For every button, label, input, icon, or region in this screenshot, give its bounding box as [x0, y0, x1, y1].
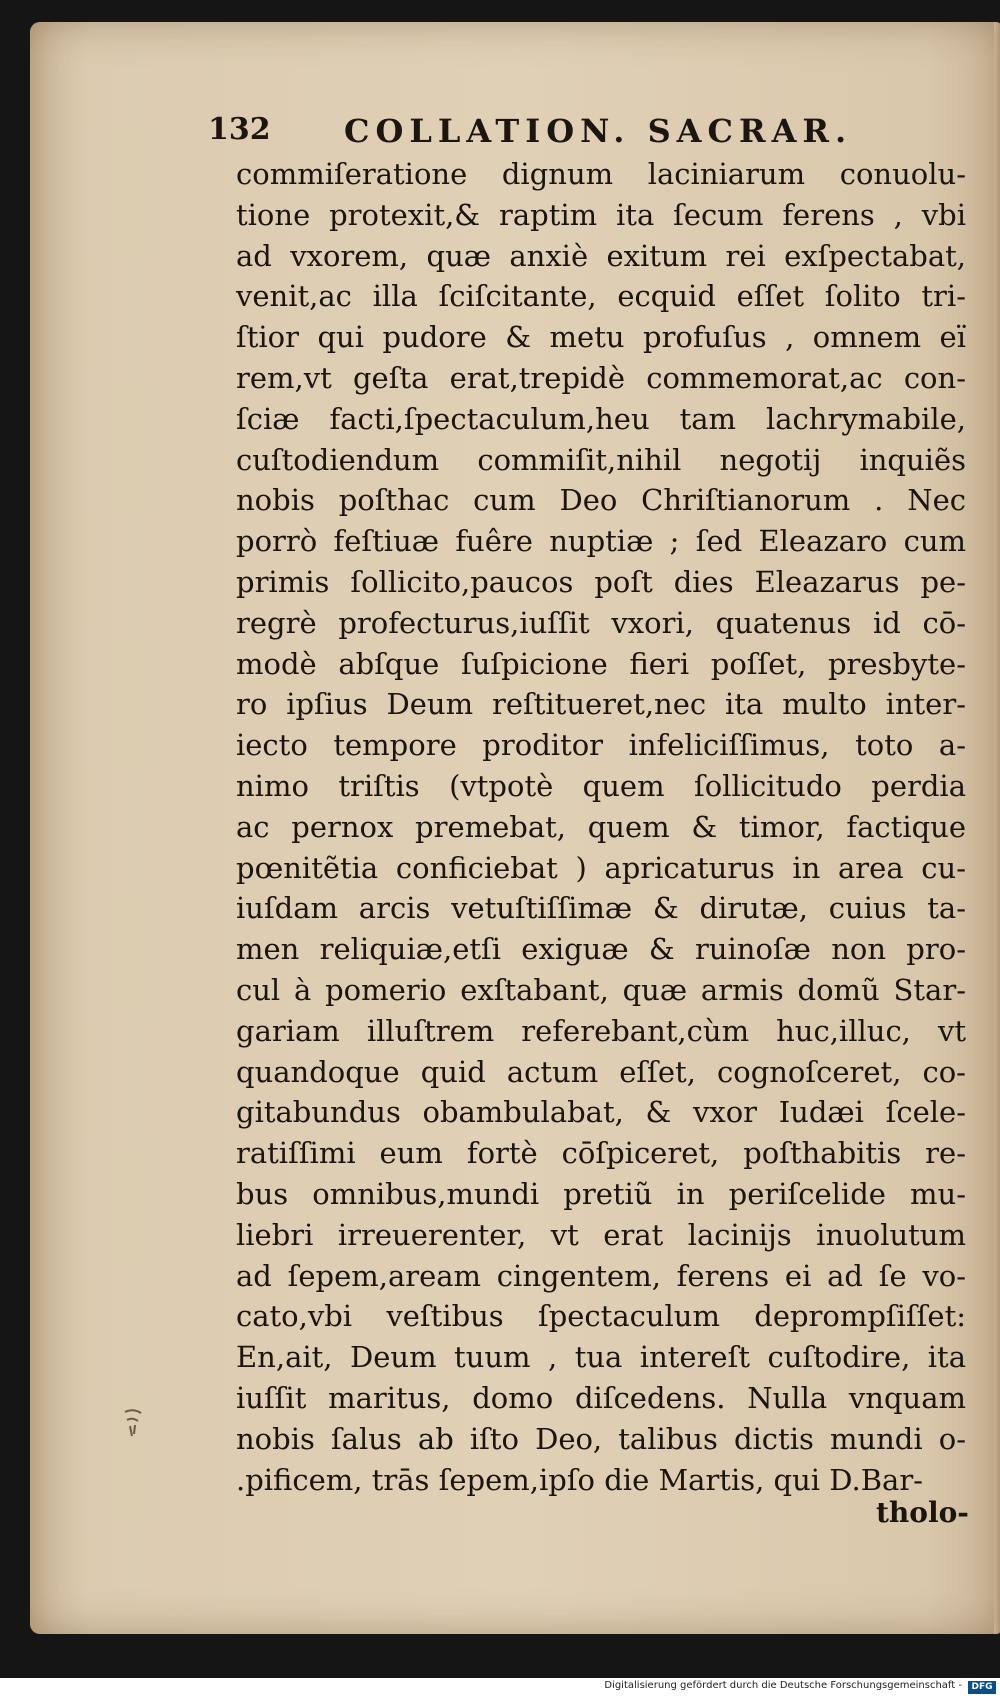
- catchword: tholo-: [876, 1496, 969, 1529]
- text-line: ad ſepem,aream cingentem, ferens ei ad ſe vo-: [236, 1258, 966, 1293]
- text-line: ſciæ facti,ſpectaculum,heu tam lachrymabile,: [236, 401, 966, 436]
- text-line: pœnitẽtia conficiebat ) apricaturus in area cu-: [236, 850, 966, 885]
- text-line: porrò feſtiuæ fuêre nuptiæ ; ſed Eleazaro cum: [236, 524, 966, 559]
- text-line: nimo triſtis (vtpotè quem ſollicitudo perdia: [236, 768, 966, 803]
- text-line: nobis poſthac cum Deo Chriſtianorum . Nec: [236, 483, 966, 518]
- text-line: men reliquiæ,etſi exiguæ & ruinoſæ non pro-: [236, 932, 966, 967]
- text-line: ad vxorem, quæ anxiè exitum rei exſpectabat,: [236, 238, 966, 273]
- text-line: quandoque quid actum eſſet, cognoſceret, co-: [236, 1054, 966, 1089]
- text-line: tione protexit,& raptim ita ſecum ferens , vbi: [236, 197, 966, 232]
- page-number: 132: [208, 112, 271, 147]
- margin-mark-icon: [122, 1406, 144, 1440]
- body-text: [236, 154, 966, 1500]
- text-line: iuſdam arcis vetuſtiſſimæ & dirutæ, cuius ta-: [236, 891, 966, 926]
- text-line: liebri irreuerenter, vt erat lacinijs inuolutum: [236, 1217, 966, 1252]
- text-line: gitabundus obambulabat, & vxor Iudæi ſcele-: [236, 1095, 966, 1130]
- text-line: rem,vt geſta erat,trepidè commemorat,ac con-: [236, 360, 966, 395]
- text-line: cul à pomerio exſtabant, quæ armis domũ Star-: [236, 972, 966, 1007]
- text-line: bus omnibus,mundi pretiũ in periſcelide mu-: [236, 1176, 966, 1211]
- text-line: cato,vbi veſtibus ſpectaculum deprompſiſſet:: [236, 1299, 966, 1334]
- text-line: gariam illuſtrem referebant,cùm huc,illuc, vt: [236, 1013, 966, 1048]
- text-line: primis ſollicito,paucos poſt dies Eleazarus pe-: [236, 564, 966, 599]
- text-line: cuſtodiendum commiſit,nihil negotij inquiẽs: [236, 442, 966, 477]
- footer-strip: [0, 1678, 1000, 1698]
- text-line: .pificem, trās ſepem,ipſo die Martis, qui D.Bar-: [236, 1462, 923, 1497]
- text-line: ac pernox premebat, quem & timor, factique: [236, 809, 966, 844]
- text-line: modè abſque ſuſpicione fieri poſſet, presbyte-: [236, 646, 966, 681]
- text-line: iuſſit maritus, domo diſcedens. Nulla vnquam: [236, 1380, 966, 1415]
- dfg-logo-icon: DFG: [968, 1681, 996, 1694]
- page-edge: [994, 22, 1000, 1634]
- text-line: ſtior qui pudore & metu profuſus , omnem eï: [236, 320, 966, 355]
- text-line: commiſeratione dignum laciniarum conuolu-: [236, 157, 966, 191]
- text-line: venit,ac illa ſciſcitante, ecquid eſſet ſolito tri-: [236, 279, 966, 314]
- text-line: nobis ſalus ab iſto Deo, talibus dictis mundi o-: [236, 1421, 966, 1456]
- text-line: En,ait, Deum tuum , tua intereſt cuſtodire, ita: [236, 1340, 966, 1375]
- text-line: iecto tempore proditor infeliciſſimus, toto a-: [236, 728, 966, 763]
- text-line: ratiſſimi eum fortè cōſpiceret, poſthabitis re-: [236, 1136, 966, 1171]
- text-line: ro ipſius Deum reſtitueret,nec ita multo inter-: [236, 687, 966, 722]
- text-line: regrè profecturus,iuſſit vxori, quatenus id cō-: [236, 605, 966, 640]
- running-head: COLLATION. SACRAR.: [344, 112, 853, 150]
- footer-credit: Digitalisierung gefördert durch die Deutsche Forschungsgemeinschaft -: [604, 1680, 962, 1691]
- page-header: [208, 112, 888, 156]
